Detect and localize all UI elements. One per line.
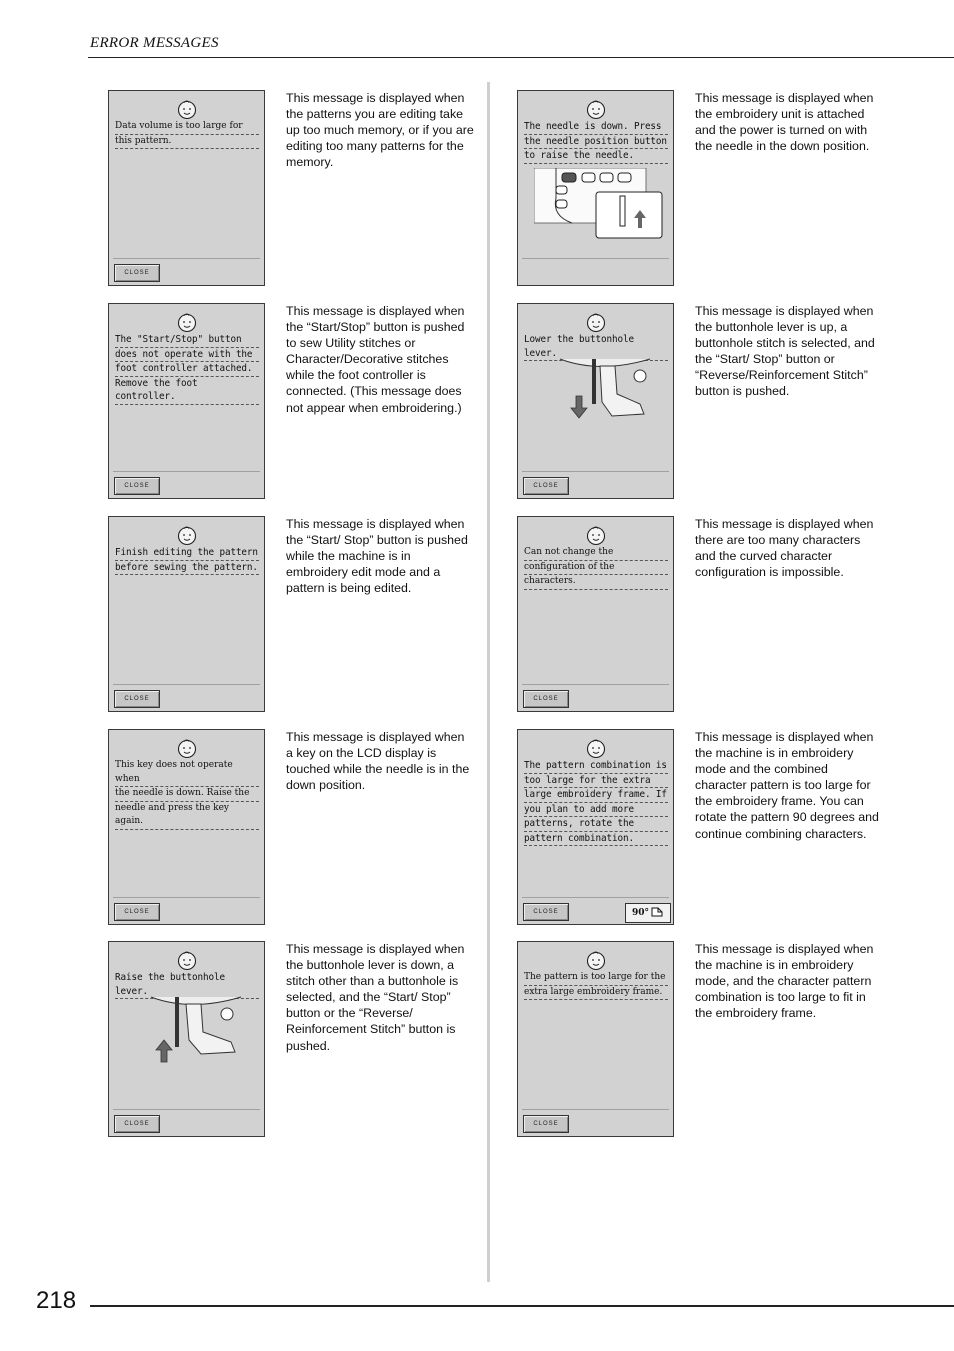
rotate-icon xyxy=(649,908,664,918)
face-icon xyxy=(176,311,198,333)
message-description: This message is displayed when the patterns you are editing take up too much memory, or if you are editing too many patterns for the memory. xyxy=(286,91,474,170)
lcd-separator xyxy=(522,684,669,685)
lcd-screen xyxy=(108,729,265,925)
error-message-item xyxy=(108,516,488,716)
lcd-message-line: The needle is down. Press xyxy=(524,120,668,135)
lcd-separator xyxy=(113,1109,260,1110)
lcd-message-line: Raise the buttonhole lever. xyxy=(115,971,259,999)
raise-lever-illustration xyxy=(131,992,251,1082)
lcd-screen xyxy=(108,90,265,286)
message-description: This message is displayed when the “Start/ Stop” button is pushed while the machine is in embroidery edit mode and a pattern is being edited. xyxy=(286,517,468,596)
lcd-message-line: does not operate with the xyxy=(115,348,259,363)
lcd-screen xyxy=(517,941,674,1137)
lcd-message-line: This key does not operate when xyxy=(115,759,259,787)
face-icon xyxy=(585,524,607,546)
rotate-90-button[interactable] xyxy=(625,903,671,923)
lcd-screen xyxy=(108,941,265,1137)
lcd-message xyxy=(524,120,668,164)
lcd-message-line: before sewing the pattern. xyxy=(115,561,259,576)
error-message-item xyxy=(108,941,488,1141)
lcd-message xyxy=(115,759,259,830)
error-message-item xyxy=(517,516,897,716)
lcd-separator xyxy=(522,258,669,259)
lcd-separator xyxy=(522,471,669,472)
lcd-message xyxy=(524,971,668,1000)
lcd-message-line: needle and press the key again. xyxy=(115,802,259,830)
lcd-message-line: to raise the needle. xyxy=(524,149,668,164)
lcd-message-line: extra large embroidery frame. xyxy=(524,986,668,1001)
lcd-message xyxy=(524,546,668,590)
close-button[interactable]: CLOSE xyxy=(114,264,160,282)
lcd-separator xyxy=(522,1109,669,1110)
lcd-message-line: The pattern combination is xyxy=(524,759,668,774)
lcd-message-line: Can not change the xyxy=(524,546,668,561)
lcd-separator xyxy=(113,258,260,259)
lcd-message xyxy=(115,546,259,575)
lcd-screen xyxy=(517,516,674,712)
lcd-message-line: configuration of the xyxy=(524,561,668,576)
lcd-message-line: the needle position button xyxy=(524,135,668,150)
lcd-message-line: pattern combination. xyxy=(524,832,668,847)
lcd-message xyxy=(115,333,259,405)
lcd-message-line: characters. xyxy=(524,575,668,590)
error-message-item xyxy=(517,941,897,1141)
lcd-message-line: patterns, rotate the xyxy=(524,817,668,832)
lcd-separator xyxy=(522,897,669,898)
lcd-separator xyxy=(113,684,260,685)
lcd-message-line: Remove the foot controller. xyxy=(115,377,259,405)
lcd-separator xyxy=(113,471,260,472)
face-icon xyxy=(176,98,198,120)
close-button[interactable]: CLOSE xyxy=(523,1115,569,1133)
section-title: ERROR MESSAGES xyxy=(90,35,219,51)
message-description: This message is displayed when the buttonhole lever is up, a buttonhole stitch is selected, and the “Start/ Stop” button or “Reverse/Reinforcement Stitch” button is pushed. xyxy=(695,304,875,399)
close-button[interactable]: CLOSE xyxy=(114,1115,160,1133)
message-description: This message is displayed when the machine is in embroidery mode and the combined character pattern is too large for the embroidery frame. You can rotate the pattern 90 degrees and continue combining characters. xyxy=(695,730,879,841)
header-rule xyxy=(88,57,954,58)
lcd-screen xyxy=(517,729,674,925)
face-icon xyxy=(585,98,607,120)
lcd-message-line: foot controller attached. xyxy=(115,362,259,377)
error-message-item xyxy=(108,729,488,929)
lcd-message xyxy=(115,120,259,149)
face-icon xyxy=(585,949,607,971)
error-message-item xyxy=(108,303,488,503)
lcd-message-line: too large for the extra xyxy=(524,774,668,789)
error-message-item xyxy=(108,90,488,290)
lcd-message-line: Finish editing the pattern xyxy=(115,546,259,561)
lcd-screen xyxy=(517,90,674,286)
lcd-screen xyxy=(517,303,674,499)
needle-position-illustration xyxy=(534,168,664,245)
lcd-message-line: Lower the buttonhole lever. xyxy=(524,333,668,361)
face-icon xyxy=(585,737,607,759)
lcd-message-line: the needle is down. Raise the xyxy=(115,787,259,802)
lower-lever-illustration xyxy=(540,354,660,444)
face-icon xyxy=(176,949,198,971)
face-icon xyxy=(585,311,607,333)
page-number: 218 xyxy=(36,1287,77,1314)
lcd-message-line: this pattern. xyxy=(115,135,259,150)
message-description: This message is displayed when the machine is in embroidery mode, and the character pattern combination is too large to fit in the embroidery frame. xyxy=(695,942,874,1021)
face-icon xyxy=(176,524,198,546)
message-description: This message is displayed when the “Start/Stop” button is pushed to sew Utility stitches or Character/Decorative stitches while the foot controller is connected. (This message does not appear when embroidering.) xyxy=(286,304,465,415)
error-message-item xyxy=(517,303,897,503)
lcd-screen xyxy=(108,303,265,499)
lcd-message-line: you plan to add more xyxy=(524,803,668,818)
close-button[interactable]: CLOSE xyxy=(114,477,160,495)
message-description: This message is displayed when a key on the LCD display is touched while the needle is in the down position. xyxy=(286,730,470,793)
close-button[interactable]: CLOSE xyxy=(523,477,569,495)
lcd-message-line: The pattern is too large for the xyxy=(524,971,668,986)
lcd-message-line: Data volume is too large for xyxy=(115,120,259,135)
lcd-separator xyxy=(113,897,260,898)
close-button[interactable]: CLOSE xyxy=(523,903,569,921)
lcd-message xyxy=(524,759,668,846)
rotate-label: 90° xyxy=(631,908,650,918)
lcd-message-line: The "Start/Stop" button xyxy=(115,333,259,348)
message-description: This message is displayed when there are too many characters and the curved character configuration is impossible. xyxy=(695,517,874,580)
message-description: This message is displayed when the buttonhole lever is down, a stitch other than a buttonhole is selected, and the “Start/ Stop” button or the “Reverse/ Reinforcement Stitch” button is pushed. xyxy=(286,942,465,1053)
footer-rule xyxy=(90,1305,954,1307)
message-description: This message is displayed when the embroidery unit is attached and the power is turned on with the needle in the down position. xyxy=(695,91,874,154)
face-icon xyxy=(176,737,198,759)
lcd-message-line: large embroidery frame. If xyxy=(524,788,668,803)
close-button[interactable]: CLOSE xyxy=(114,903,160,921)
error-message-item xyxy=(517,90,897,290)
lcd-screen xyxy=(108,516,265,712)
error-message-item xyxy=(517,729,897,929)
close-button[interactable]: CLOSE xyxy=(523,690,569,708)
close-button[interactable]: CLOSE xyxy=(114,690,160,708)
